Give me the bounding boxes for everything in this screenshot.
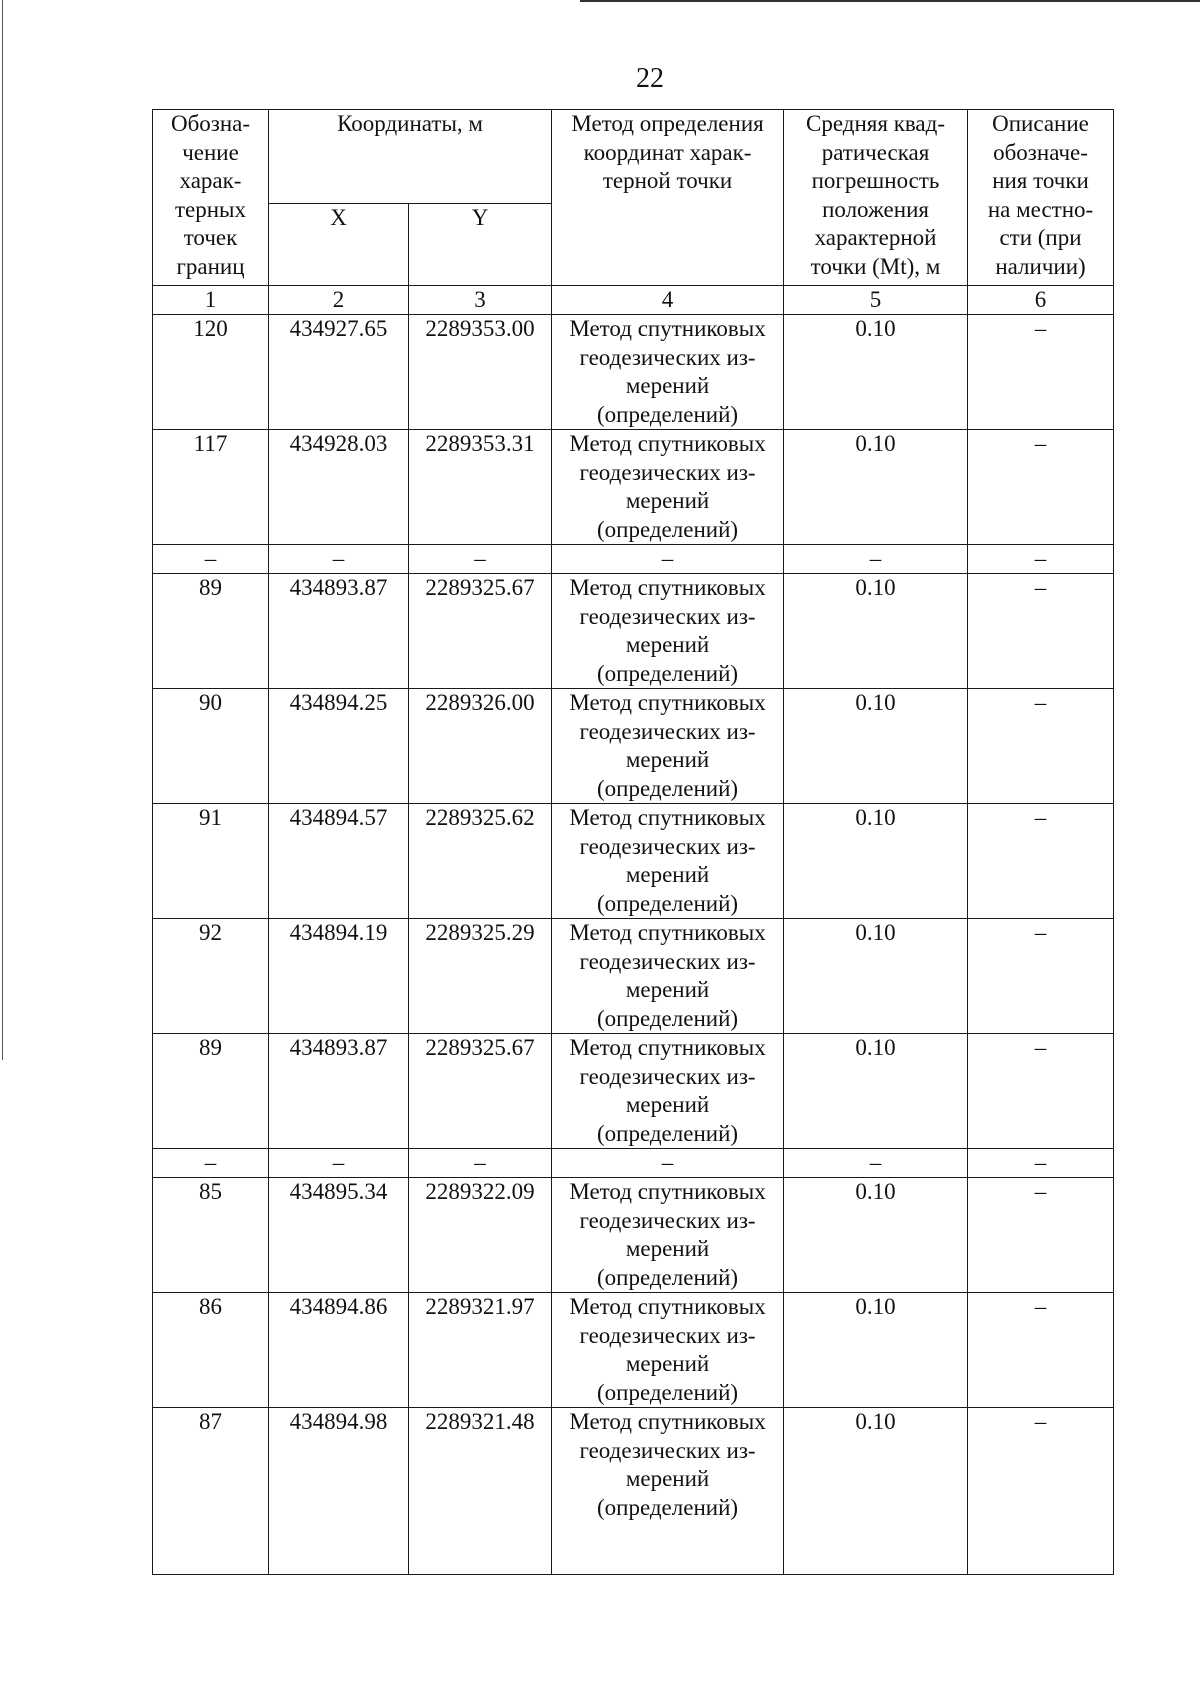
x-coordinate-cell: 434893.87 (269, 1034, 409, 1149)
x-coordinate-cell: – (269, 1149, 409, 1178)
table-row (153, 574, 1114, 689)
description-cell: – (968, 430, 1114, 545)
x-coordinate-cell: 434894.57 (269, 804, 409, 919)
page-number: 22 (636, 63, 664, 94)
mean-error-cell: 0.10 (784, 1293, 968, 1408)
mean-error-cell: 0.10 (784, 430, 968, 545)
header-coordinates: Координаты, м (269, 110, 552, 204)
table-row (153, 1178, 1114, 1293)
table-body (153, 286, 1114, 1575)
mean-error-cell: 0.10 (784, 689, 968, 804)
header-y: Y (409, 204, 552, 286)
y-coordinate-cell: 2289326.00 (409, 689, 552, 804)
method-cell: Метод спутниковых геодезических из- мерений (определений) (552, 315, 784, 430)
y-coordinate-cell: 2289321.48 (409, 1408, 552, 1575)
mean-error-cell: 0.10 (784, 1178, 968, 1293)
y-coordinate-cell: 2289353.00 (409, 315, 552, 430)
point-id-cell: – (153, 1149, 269, 1178)
point-id-cell: 85 (153, 1178, 269, 1293)
method-cell: Метод спутниковых геодезических из- мерений (определений) (552, 430, 784, 545)
method-cell: Метод спутниковых геодезических из- мерений (определений) (552, 919, 784, 1034)
scan-edge-line-left (2, 0, 3, 1060)
table-row (153, 919, 1114, 1034)
method-cell: – (552, 545, 784, 574)
method-cell: Метод спутниковых геодезических из- мерений (определений) (552, 1293, 784, 1408)
table-row-omitted (153, 545, 1114, 574)
y-coordinate-cell: 2289325.62 (409, 804, 552, 919)
table-row-omitted (153, 1149, 1114, 1178)
method-cell: Метод спутниковых геодезических из- мерений (определений) (552, 689, 784, 804)
y-coordinate-cell: 2289325.29 (409, 919, 552, 1034)
x-coordinate-cell: 434894.98 (269, 1408, 409, 1575)
table-header (153, 110, 1114, 286)
point-id-cell: 90 (153, 689, 269, 804)
description-cell: – (968, 574, 1114, 689)
column-number: 3 (409, 286, 552, 315)
header-description: Описание обозначе- ния точки на местно- сти (при наличии) (968, 110, 1114, 286)
y-coordinate-cell: – (409, 1149, 552, 1178)
x-coordinate-cell: – (269, 545, 409, 574)
column-number: 2 (269, 286, 409, 315)
x-coordinate-cell: 434927.65 (269, 315, 409, 430)
column-number: 5 (784, 286, 968, 315)
table-row (153, 1034, 1114, 1149)
x-coordinate-cell: 434895.34 (269, 1178, 409, 1293)
method-cell: Метод спутниковых геодезических из- мерений (определений) (552, 1034, 784, 1149)
method-cell: – (552, 1149, 784, 1178)
y-coordinate-cell: 2289353.31 (409, 430, 552, 545)
column-number: 1 (153, 286, 269, 315)
mean-error-cell: 0.10 (784, 919, 968, 1034)
header-method: Метод определения координат харак- терной точки (552, 110, 784, 286)
mean-error-cell: 0.10 (784, 1408, 968, 1575)
y-coordinate-cell: 2289321.97 (409, 1293, 552, 1408)
method-cell: Метод спутниковых геодезических из- мерений (определений) (552, 804, 784, 919)
y-coordinate-cell: 2289325.67 (409, 1034, 552, 1149)
point-id-cell: – (153, 545, 269, 574)
description-cell: – (968, 689, 1114, 804)
mean-error-cell: – (784, 545, 968, 574)
point-id-cell: 89 (153, 574, 269, 689)
description-cell: – (968, 545, 1114, 574)
description-cell: – (968, 1408, 1114, 1575)
x-coordinate-cell: 434894.19 (269, 919, 409, 1034)
x-coordinate-cell: 434894.86 (269, 1293, 409, 1408)
table-row (153, 1408, 1114, 1575)
description-cell: – (968, 1293, 1114, 1408)
point-id-cell: 120 (153, 315, 269, 430)
column-number-row (153, 286, 1114, 315)
x-coordinate-cell: 434894.25 (269, 689, 409, 804)
table-row (153, 315, 1114, 430)
y-coordinate-cell: 2289325.67 (409, 574, 552, 689)
mean-error-cell: – (784, 1149, 968, 1178)
method-cell: Метод спутниковых геодезических из- мерений (определений) (552, 574, 784, 689)
point-id-cell: 89 (153, 1034, 269, 1149)
y-coordinate-cell: – (409, 545, 552, 574)
x-coordinate-cell: 434893.87 (269, 574, 409, 689)
table-row (153, 430, 1114, 545)
mean-error-cell: 0.10 (784, 315, 968, 430)
table-row (153, 804, 1114, 919)
description-cell: – (968, 1034, 1114, 1149)
header-x: X (269, 204, 409, 286)
point-id-cell: 86 (153, 1293, 269, 1408)
point-id-cell: 87 (153, 1408, 269, 1575)
description-cell: – (968, 919, 1114, 1034)
mean-error-cell: 0.10 (784, 574, 968, 689)
scan-edge-line-top (580, 0, 1200, 2)
point-id-cell: 92 (153, 919, 269, 1034)
description-cell: – (968, 1149, 1114, 1178)
point-id-cell: 91 (153, 804, 269, 919)
description-cell: – (968, 315, 1114, 430)
boundary-points-table (152, 109, 1114, 1575)
column-number: 4 (552, 286, 784, 315)
table-row (153, 689, 1114, 804)
y-coordinate-cell: 2289322.09 (409, 1178, 552, 1293)
table-row (153, 1293, 1114, 1408)
point-id-cell: 117 (153, 430, 269, 545)
mean-error-cell: 0.10 (784, 1034, 968, 1149)
description-cell: – (968, 804, 1114, 919)
description-cell: – (968, 1178, 1114, 1293)
header-designation: Обозна- чение харак- терных точек границ (153, 110, 269, 286)
method-cell: Метод спутниковых геодезических из- мерений (определений) (552, 1408, 784, 1575)
method-cell: Метод спутниковых геодезических из- мерений (определений) (552, 1178, 784, 1293)
mean-error-cell: 0.10 (784, 804, 968, 919)
header-error: Средняя квад- ратическая погрешность положения характерной точки (Mt), м (784, 110, 968, 286)
x-coordinate-cell: 434928.03 (269, 430, 409, 545)
column-number: 6 (968, 286, 1114, 315)
